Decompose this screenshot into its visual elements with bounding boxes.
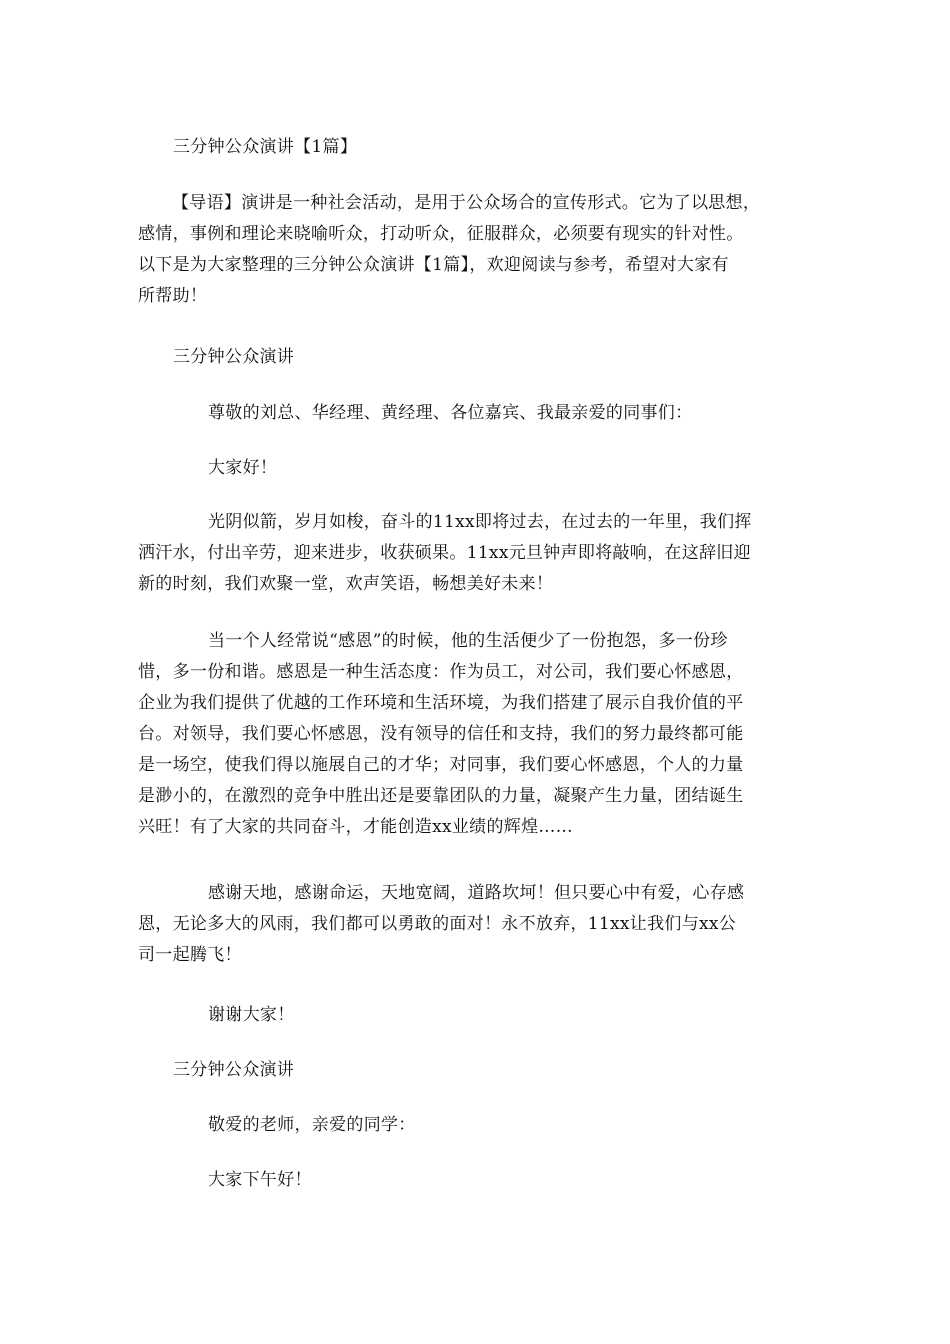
speech-heading: 三分钟公众演讲: [173, 1060, 295, 1080]
paragraph-line: 是一场空，使我们得以施展自己的才华；对同事，我们要心怀感恩，个人的力量: [138, 755, 744, 775]
speech-greeting: 大家下午好！: [208, 1170, 312, 1190]
paragraph-line: 感谢天地，感谢命运，天地宽阔，道路坎坷！但只要心中有爱，心存感: [208, 883, 745, 903]
speech-salutation: 敬爱的老师，亲爱的同学：: [208, 1115, 416, 1135]
paragraph-line: 惜，多一份和谐。感恩是一种生活态度：作为员工，对公司，我们要心怀感恩，: [138, 662, 744, 682]
paragraph-line: 新的时刻，我们欢聚一堂，欢声笑语，畅想美好未来！: [138, 574, 554, 594]
speech-paragraph: [138, 626, 818, 843]
speech-salutation: 尊敬的刘总、华经理、黄经理、各位嘉宾、我最亲爱的同事们：: [208, 403, 693, 423]
speech-closing: 谢谢大家！: [208, 1005, 295, 1025]
paragraph-line: 是渺小的，在激烈的竞争中胜出还是要靠团队的力量，凝聚产生力量，团结诞生: [138, 786, 744, 806]
speech-heading: 三分钟公众演讲: [173, 347, 295, 367]
intro-line: 以下是为大家整理的三分钟公众演讲【1篇】，欢迎阅读与参考，希望对大家有: [138, 255, 729, 275]
paragraph-line: 当一个人经常说“感恩”的时候，他的生活便少了一份抱怨，多一份珍: [208, 631, 728, 651]
speech-paragraph: [138, 507, 818, 600]
paragraph-line: 台。对领导，我们要心怀感恩，没有领导的信任和支持，我们的努力最终都可能: [138, 724, 744, 744]
speech-paragraph: [138, 878, 818, 971]
paragraph-line: 企业为我们提供了优越的工作环境和生活环境，为我们搭建了展示自我价值的平: [138, 693, 744, 713]
paragraph-line: 恩，无论多大的风雨，我们都可以勇敢的面对！永不放弃，11xx让我们与xx公: [138, 914, 737, 934]
paragraph-line: 光阴似箭，岁月如梭，奋斗的11xx即将过去，在过去的一年里，我们挥: [208, 512, 752, 532]
intro-paragraph: [138, 188, 818, 312]
paragraph-line: 兴旺！有了大家的共同奋斗，才能创造xx业绩的辉煌……: [138, 817, 573, 837]
document-title: 三分钟公众演讲【1篇】: [173, 137, 358, 157]
speech-greeting: 大家好！: [208, 458, 278, 478]
intro-line: 所帮助！: [138, 286, 208, 306]
intro-line: 感情，事例和理论来晓喻听众，打动听众，征服群众，必须要有现实的针对性。: [138, 224, 744, 244]
paragraph-line: 司一起腾飞！: [138, 945, 242, 965]
paragraph-line: 洒汗水，付出辛劳，迎来进步，收获硕果。11xx元旦钟声即将敲响，在这辞旧迎: [138, 543, 751, 563]
intro-line: 【导语】演讲是一种社会活动，是用于公众场合的宣传形式。它为了以思想，: [172, 193, 761, 213]
